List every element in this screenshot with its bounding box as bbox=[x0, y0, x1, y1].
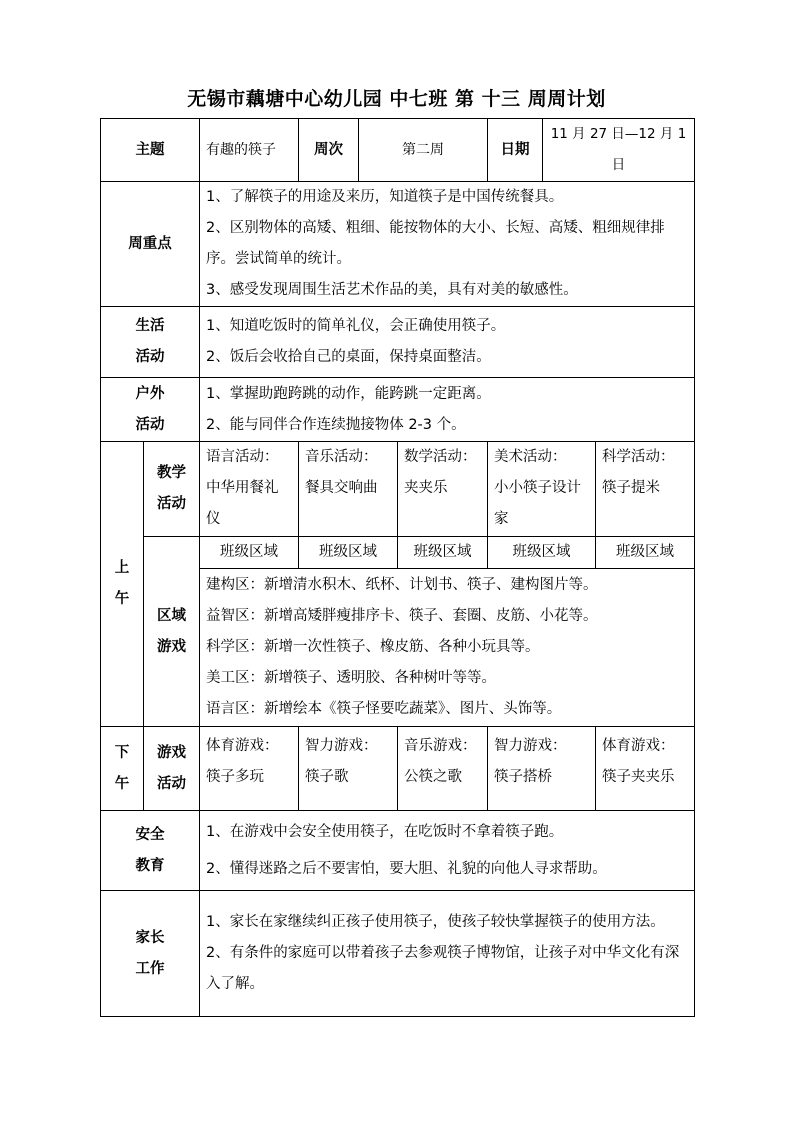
parents-label-line1: 家长 bbox=[135, 929, 165, 946]
teaching-activity bbox=[299, 442, 398, 537]
game-type: 智力游戏： bbox=[305, 738, 378, 754]
teaching-activity bbox=[596, 442, 695, 537]
afternoon-row bbox=[101, 727, 695, 811]
header-row bbox=[101, 119, 695, 182]
safety-item: 2、懂得迷路之后不要害怕，要大胆、礼貌的向他人寻求帮助。 bbox=[206, 860, 607, 877]
morning-label-line2: 午 bbox=[114, 591, 130, 607]
theme-label: 主题 bbox=[101, 119, 200, 182]
week-label: 周次 bbox=[299, 119, 359, 182]
area-column: 班级区域 bbox=[488, 537, 596, 569]
area-column: 班级区域 bbox=[596, 537, 695, 569]
afternoon-label bbox=[101, 727, 144, 811]
date-label: 日期 bbox=[488, 119, 543, 182]
activity-type: 语言活动： bbox=[206, 449, 279, 465]
teaching-row bbox=[101, 442, 695, 537]
activity-type: 美术活动： bbox=[494, 449, 567, 465]
outdoor-item: 2、能与同伴合作连续抛接物体 2-3 个。 bbox=[206, 416, 466, 433]
game-item bbox=[398, 727, 488, 811]
safety-label bbox=[101, 811, 200, 891]
area-item: 语言区：新增绘本《筷子怪要吃蔬菜》、图片、头饰等。 bbox=[206, 701, 562, 717]
afternoon-label-line2: 午 bbox=[114, 775, 130, 792]
weekly-plan-table bbox=[100, 118, 695, 1017]
date-value: 11 月 27 日—12 月 1 日 bbox=[543, 119, 695, 182]
parents-item: 2、有条件的家庭可以带着孩子去参观筷子博物馆，让孩子对中华文化有深入了解。 bbox=[206, 945, 680, 992]
life-label bbox=[101, 307, 200, 378]
area-columns-row bbox=[101, 537, 695, 569]
life-label-line2: 活动 bbox=[135, 349, 165, 365]
game-name: 筷子夹夹乐 bbox=[602, 769, 675, 785]
week-value: 第二周 bbox=[359, 119, 488, 182]
teaching-label-line1: 教学 bbox=[157, 465, 186, 481]
game-item bbox=[596, 727, 695, 811]
teaching-activity bbox=[200, 442, 299, 537]
morning-label-line1: 上 bbox=[114, 560, 130, 576]
game-name: 筷子歌 bbox=[305, 769, 349, 785]
game-name: 筷子搭桥 bbox=[494, 769, 552, 785]
games-label-line2: 活动 bbox=[157, 775, 186, 792]
focus-item: 3、感受发现周围生活艺术作品的美，具有对美的敏感性。 bbox=[206, 282, 578, 298]
focus-row bbox=[101, 182, 695, 307]
outdoor-label bbox=[101, 378, 200, 442]
activity-name: 餐具交响曲 bbox=[305, 480, 378, 496]
area-column: 班级区域 bbox=[299, 537, 398, 569]
parents-row bbox=[101, 891, 695, 1017]
life-label-line1: 生活 bbox=[135, 318, 165, 334]
activity-name: 夹夹乐 bbox=[404, 480, 448, 496]
area-content bbox=[200, 569, 695, 727]
games-label bbox=[144, 727, 200, 811]
theme-value: 有趣的筷子 bbox=[200, 119, 299, 182]
area-item: 益智区：新增高矮胖瘦排序卡、筷子、套圈、皮筋、小花等。 bbox=[206, 608, 598, 624]
page-title: 无锡市藕塘中心幼儿园 中七班 第 十三 周周计划 bbox=[187, 88, 606, 110]
morning-label bbox=[101, 442, 144, 727]
activity-type: 科学活动： bbox=[602, 449, 675, 465]
teaching-activity bbox=[398, 442, 488, 537]
life-content bbox=[200, 307, 695, 378]
safety-row bbox=[101, 811, 695, 891]
game-type: 智力游戏： bbox=[494, 738, 567, 754]
parents-label bbox=[101, 891, 200, 1017]
outdoor-content bbox=[200, 378, 695, 442]
games-label-line1: 游戏 bbox=[157, 744, 186, 761]
outdoor-item: 1、掌握助跑跨跳的动作，能跨跳一定距离。 bbox=[206, 385, 491, 402]
game-type: 音乐游戏： bbox=[404, 738, 477, 754]
safety-label-line2: 教育 bbox=[135, 857, 165, 874]
area-label-line2: 游戏 bbox=[157, 638, 186, 655]
parents-item: 1、家长在家继续纠正孩子使用筷子，使孩子较快掌握筷子的使用方法。 bbox=[206, 914, 665, 930]
area-item: 建构区：新增清水积木、纸杯、计划书、筷子、建构图片等。 bbox=[206, 577, 598, 593]
outdoor-label-line1: 户外 bbox=[135, 385, 165, 402]
afternoon-label-line1: 下 bbox=[114, 744, 130, 761]
focus-item: 2、区别物体的高矮、粗细、能按物体的大小、长短、高矮、粗细规律排序。尝试简单的统计。 bbox=[206, 220, 665, 267]
game-item bbox=[488, 727, 596, 811]
focus-item: 1、了解筷子的用途及来历，知道筷子是中国传统餐具。 bbox=[206, 189, 564, 205]
safety-content bbox=[200, 811, 695, 891]
game-name: 公筷之歌 bbox=[404, 769, 462, 785]
game-name: 筷子多玩 bbox=[206, 769, 264, 785]
teaching-label-line2: 活动 bbox=[157, 496, 186, 512]
area-item: 科学区：新增一次性筷子、橡皮筋、各种小玩具等。 bbox=[206, 639, 540, 655]
game-item bbox=[299, 727, 398, 811]
life-item: 1、知道吃饭时的简单礼仪，会正确使用筷子。 bbox=[206, 318, 506, 334]
game-type: 体育游戏： bbox=[602, 738, 675, 754]
life-row bbox=[101, 307, 695, 378]
outdoor-row bbox=[101, 378, 695, 442]
activity-name: 中华用餐礼仪 bbox=[206, 480, 279, 527]
parents-label-line2: 工作 bbox=[135, 960, 165, 977]
activity-type: 数学活动： bbox=[404, 449, 477, 465]
activity-type: 音乐活动： bbox=[305, 449, 378, 465]
area-column: 班级区域 bbox=[200, 537, 299, 569]
game-item bbox=[200, 727, 299, 811]
teaching-label bbox=[144, 442, 200, 537]
activity-name: 小小筷子设计家 bbox=[494, 480, 581, 527]
area-column: 班级区域 bbox=[398, 537, 488, 569]
area-label-line1: 区域 bbox=[157, 607, 186, 624]
area-label bbox=[144, 537, 200, 727]
life-item: 2、饭后会收拾自己的桌面，保持桌面整洁。 bbox=[206, 349, 491, 365]
parents-content bbox=[200, 891, 695, 1017]
teaching-activity bbox=[488, 442, 596, 537]
activity-name: 筷子提米 bbox=[602, 480, 660, 496]
outdoor-label-line2: 活动 bbox=[135, 416, 165, 433]
safety-label-line1: 安全 bbox=[135, 826, 165, 843]
focus-label: 周重点 bbox=[101, 182, 200, 307]
game-type: 体育游戏： bbox=[206, 738, 279, 754]
safety-item: 1、在游戏中会安全使用筷子，在吃饭时不拿着筷子跑。 bbox=[206, 823, 564, 840]
area-item: 美工区：新增筷子、透明胶、各种树叶等等。 bbox=[206, 670, 496, 686]
focus-content bbox=[200, 182, 695, 307]
